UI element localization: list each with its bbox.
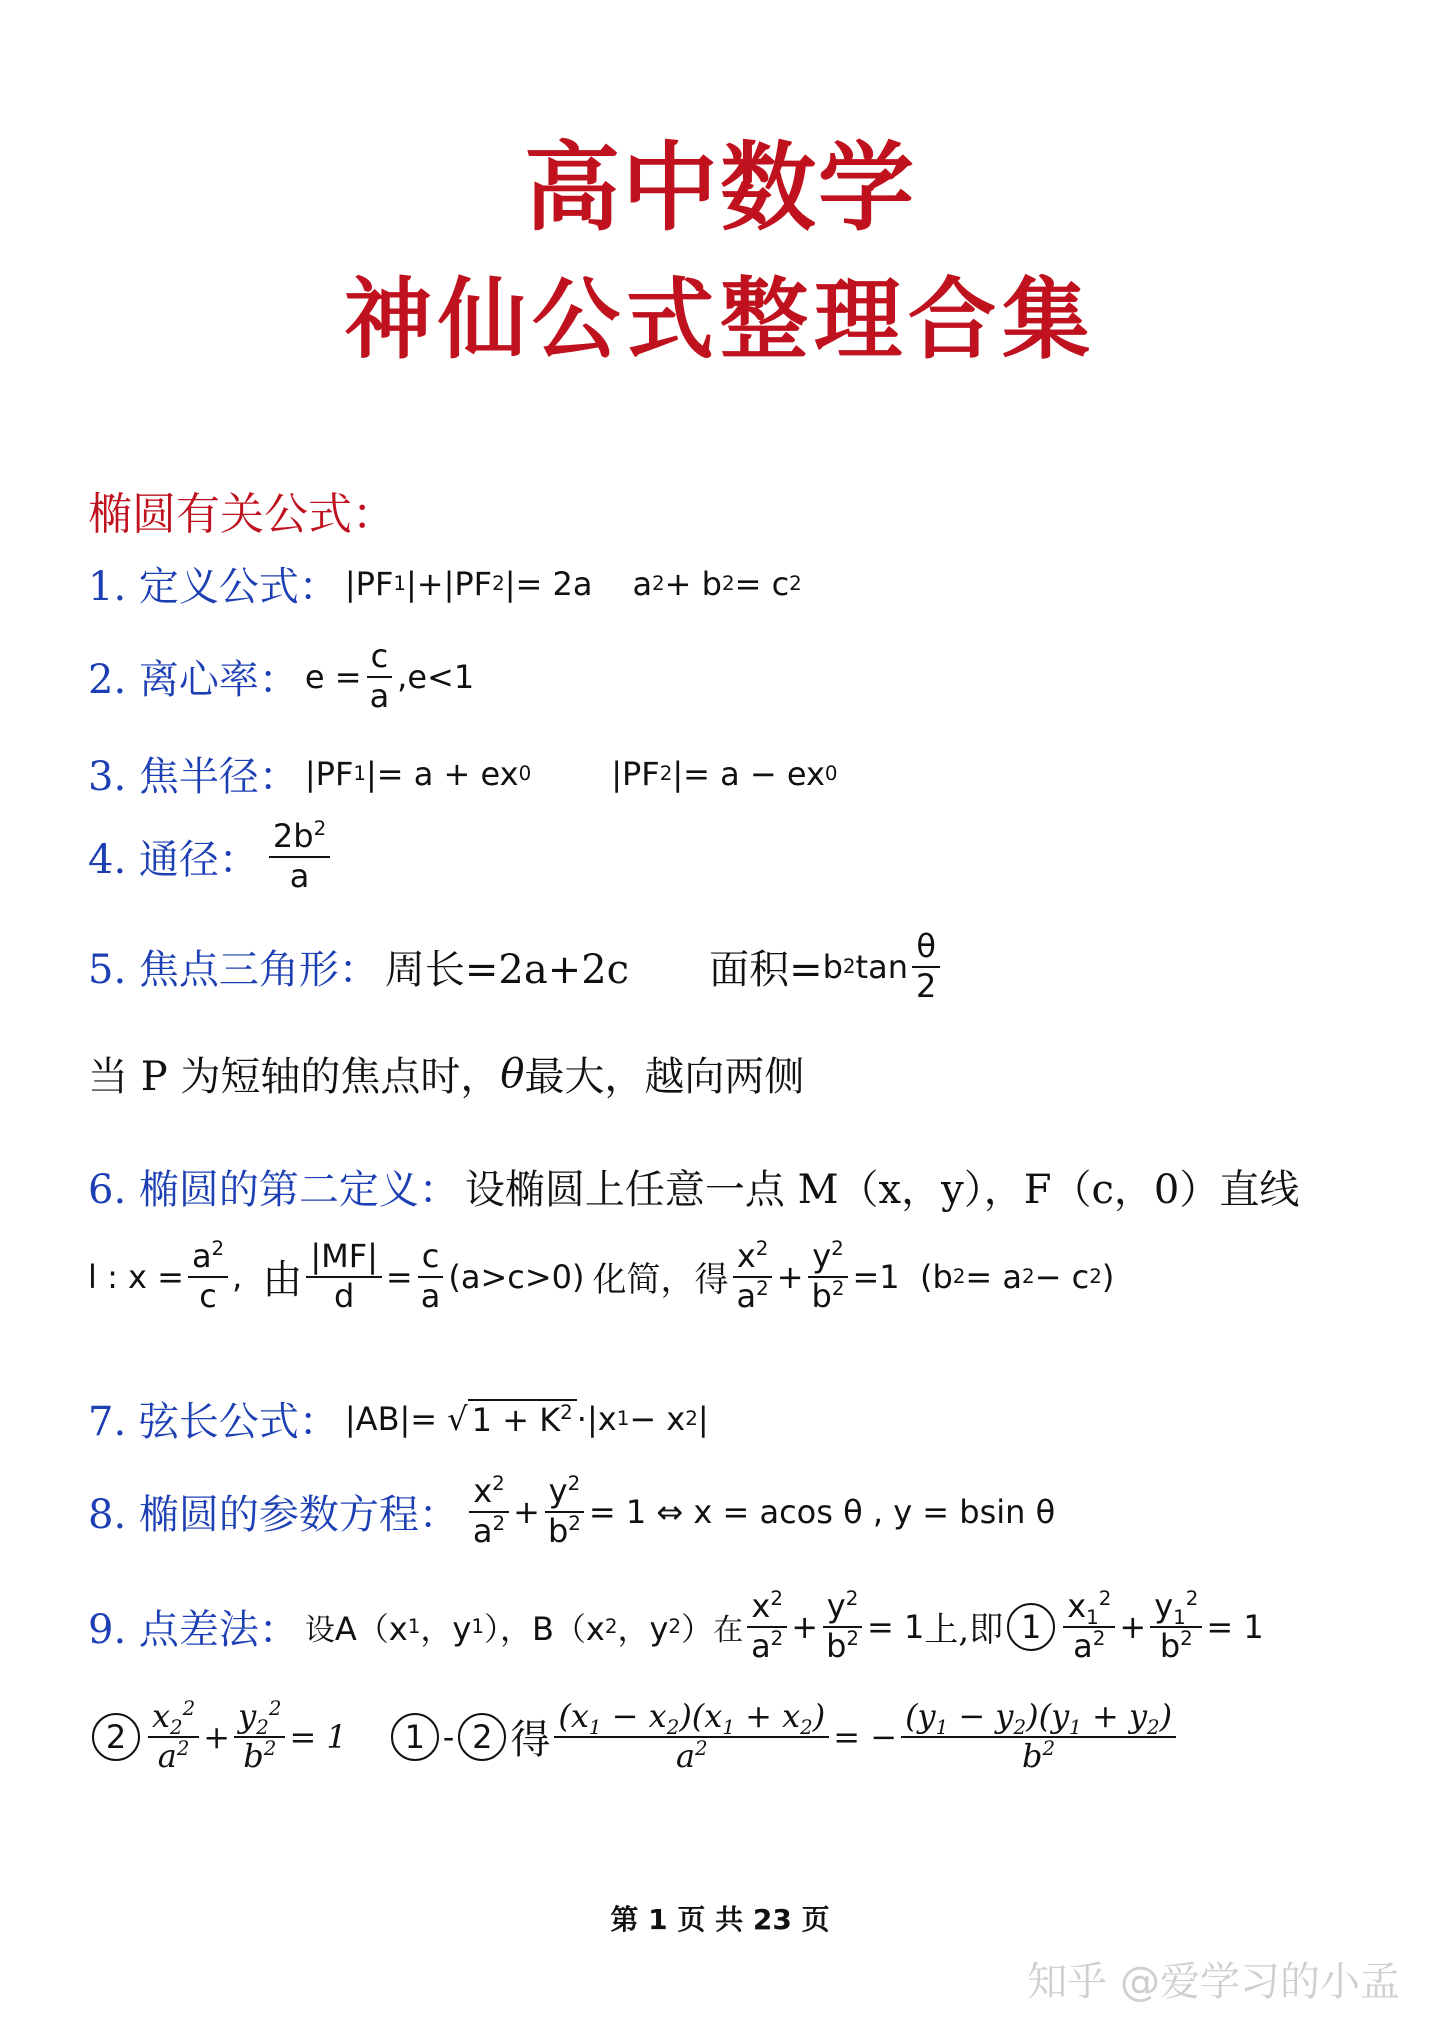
formula-parametric: 8. 椭圆的参数方程： $\frac{x^2}{a^2}$ + $\frac{y^2}{b^2}$ = 1 ⇔ x = acos θ , y = bsin θ bbox=[88, 1472, 1056, 1550]
formula-math: $\frac{x^2}{a^2}$ + $\frac{y^2}{b^2}$ = 1 ⇔ x = acos θ , y = bsin θ bbox=[465, 1475, 1055, 1548]
page-subtitle: 神仙公式整理合集 bbox=[343, 268, 1096, 371]
circled-one: 1 bbox=[391, 1713, 439, 1761]
formula-math: |PF 1 |= a + ex 0 |PF 2 |= a − ex 0 bbox=[304, 754, 838, 793]
formula-point-difference: 9. 点差法： 设 A（x 1 ，y 1 ），B（x 2 ，y 2 ） 在 $\frac{x^2}{a^2}$ + $\frac{y^2}{b^2}$ = 1 上,即 1 $\frac{x_1^2}{a^2}$ + $\frac{y_1^2}{b^2}$ = 1 bbox=[88, 1587, 1264, 1665]
formula-definition: 1. 定义公式： |PF 1 |+|PF 2 |= 2a a 2 + b 2 = c 2 bbox=[88, 564, 802, 610]
circled-two: 2 bbox=[92, 1713, 140, 1761]
formula-chord-length: 7. 弦长公式： |AB|= √ $1 + K^2$ ·|x 1 − x 2 | bbox=[88, 1399, 709, 1445]
formula-focal-triangle: 5. 焦点三角形： 周长=2a+2c 面积= b 2 tan $\frac{\theta}{2}$ bbox=[88, 930, 944, 1003]
circled-two: 2 bbox=[458, 1713, 506, 1761]
formula-math: $\frac{2b^2}{a}$ bbox=[265, 820, 334, 893]
point-difference-math: 2 $\frac{x_2^2}{a^2}$ + $\frac{y_2^2}{b^2}$ = 1 1 - 2 得 $\frac{(x_1 - x_2)(x_1 + x_2)}{a^2}$ = − $\frac{(y_1 - y_2)(y_1 + y_2)}{b^2}$ bbox=[88, 1700, 1180, 1773]
formula-second-definition: 6. 椭圆的第二定义： 设椭圆上任意一点 M（x，y），F（c，0）直线 bbox=[88, 1167, 1300, 1213]
formula-focal-radius: 3. 焦半径： |PF 1 |= a + ex 0 |PF 2 |= a − ex 0 bbox=[88, 754, 838, 800]
formula-eccentricity: 2. 离心率： e = $\frac{c}{a}$ ,e<1 bbox=[88, 637, 475, 715]
page-title: 高中数学 bbox=[524, 132, 916, 244]
second-definition-math: l : x = $\frac{a^2}{c}$ , 由 $\frac{|MF|}{d}$ = $\frac{c}{a}$ (a>c>0) 化简，得 $\frac{x^2}{a^2}$ + $\frac{y^2}{b^2}$ =1 (b 2 = a 2 − c 2 ) bbox=[88, 1237, 1115, 1315]
formula-math: e = $\frac{c}{a}$ ,e<1 bbox=[304, 637, 475, 715]
focal-triangle-note: 当 P 为短轴的焦点时， θ 最大，越向两侧 bbox=[88, 1050, 805, 1100]
formula-math: |AB|= √ $1 + K^2$ ·|x 1 − x 2 | bbox=[344, 1399, 709, 1439]
formula-latus-rectum: 4. 通径： $\frac{2b^2}{a}$ bbox=[88, 820, 334, 893]
page-footer: 第 1 页 共 23 页 bbox=[610, 1903, 830, 1936]
formula-math: b 2 tan $\frac{\theta}{2}$ bbox=[823, 930, 945, 1003]
formula-math: |PF 1 |+|PF 2 |= 2a a 2 + b 2 = c 2 bbox=[344, 564, 802, 603]
circled-one: 1 bbox=[1007, 1603, 1055, 1651]
watermark: 知乎 @爱学习的小孟 bbox=[1027, 1959, 1400, 2005]
section-heading: 椭圆有关公式： bbox=[88, 489, 396, 540]
formula-math: l : x = $\frac{a^2}{c}$ , bbox=[88, 1237, 243, 1315]
